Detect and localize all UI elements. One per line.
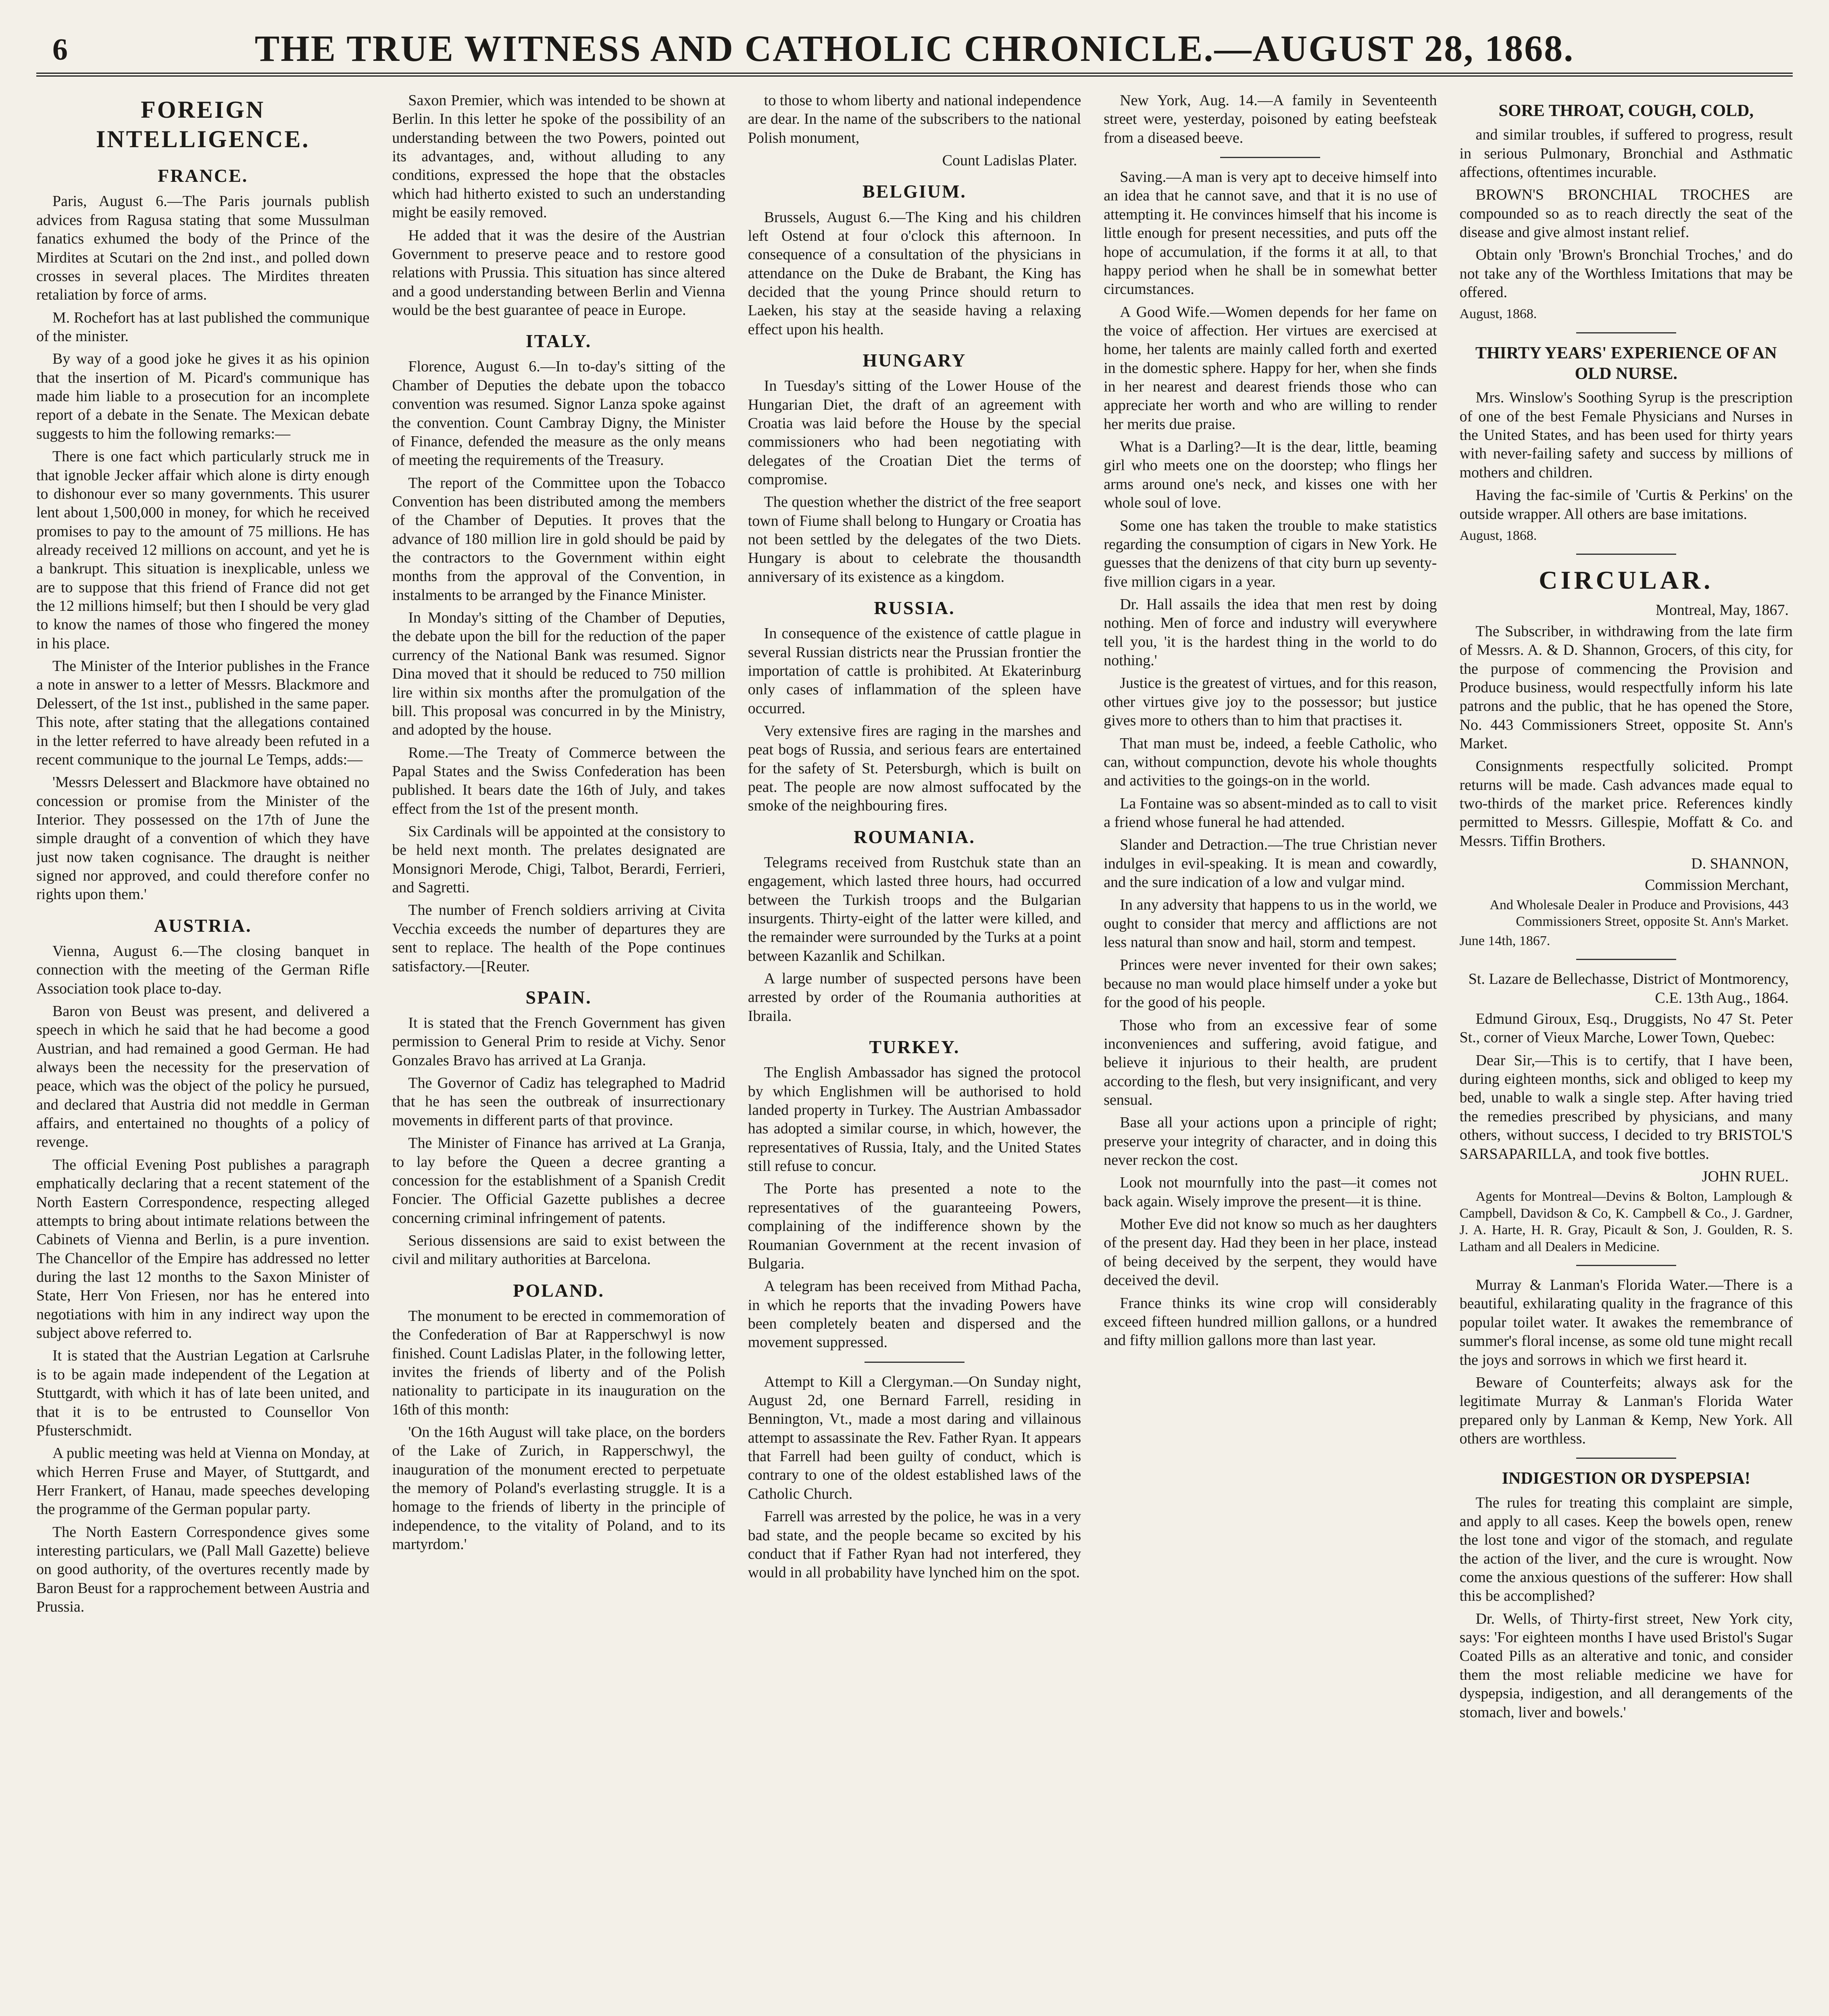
section-divider <box>1576 959 1676 960</box>
sore-throat-ad-paragraph: Obtain only 'Brown's Bronchial Troches,' and do not take any of the Worthless Imitations that may be offered. <box>1459 246 1793 301</box>
testimonial-paragraph: Dear Sir,—This is to certify, that I have been, during eighteen months, sick and obliged to keep my bed, unable to walk a single step. After having tried the remedies prescribed by physicians, and many others, without success, I decided to try BRISTOL'S SARSAPARILLA, and took five bottles. <box>1459 1052 1793 1162</box>
turkey-paragraph: A telegram has been received from Mithad Pacha, in which he reports that the invading Powers have been completely beaten and dispersed and the movement suppressed. <box>748 1278 1081 1351</box>
turkey-paragraph: The Porte has presented a note to the representatives of the guaranteeing Powers, complaining of the indifference shown by the Roumanian Government at the recent invasion of Bulgaria. <box>748 1180 1081 1272</box>
roumania-paragraph: Telegrams received from Rustchuk state than an engagement, which lasted three hours, had occurred between the Turkish troops and the Bulgarian insurgents. Thirty-eight of the latter were killed, and the remainder were surrounded by the Turks at a point between Kazanlik and Schilkan. <box>748 854 1081 964</box>
poland-paragraph: 'On the 16th August will take place, on the borders of the Lake of Zurich, in Rapperschwyl, the inauguration of the monument erected to perpetuate the memory of Poland's everlasting struggle. It is a homage to the friends of liberty in the principle of independence, to the vitality of Poland, and to its martyrdom.' <box>392 1423 725 1553</box>
testimonial-paragraph: Edmund Giroux, Esq., Druggists, No 47 St. Peter St., corner of Vieux Marche, Lower Town, Quebec: <box>1459 1010 1793 1046</box>
sore-throat-ad-paragraph: and similar troubles, if suffered to progress, result in serious Pulmonary, Bronchial and Asthmatic affections, oftentimes incurable. <box>1459 126 1793 181</box>
nurse-ad-paragraph: Mrs. Winslow's Soothing Syrup is the prescription of one of the best Female Physicians and Nurses in the United States, and has been used for thirty years with never-failing safety and success by millions of mothers and children. <box>1459 389 1793 481</box>
sore-throat-ad-paragraph: BROWN'S BRONCHIAL TROCHES are compounded so as to reach directly the seat of the disease and give almost instant relief. <box>1459 186 1793 241</box>
poland-paragraph: The monument to be erected in commemoration of the Confederation of Bar at Rapperschwyl is now finished. Count Ladislas Plater, in the following letter, invites the friends of liberty and of the Polish nationality to participate in its inauguration on the 16th of this month: <box>392 1307 725 1418</box>
new-york-paragraph: New York, Aug. 14.—A family in Seventeenth street were, yesterday, poisoned by eating beefsteak from a diseased beeve. <box>1104 92 1437 146</box>
florida-water-paragraph: Murray & Lanman's Florida Water.—There is a beautiful, exhilarating quality in the fragrance of this popular toilet water. It awakes the remembrance of summer's floral incense, as some old tune might recall the joys and sorrows in which we first heard it. <box>1459 1277 1793 1368</box>
italy-paragraph: Rome.—The Treaty of Commerce between the Papal States and the Swiss Confederation has been published. It bears date the 16th of July, and takes effect from the 1st of the present month. <box>392 744 725 817</box>
column-3 <box>748 91 1081 2016</box>
miscellany-paragraph: Those who from an excessive fear of some inconveniences and suffering, avoid fatigue, and believe it injurious to their health, are prudent according to the flesh, but very insignificant, and very sensual. <box>1104 1016 1437 1108</box>
miscellany-paragraph: Look not mournfully into the past—it comes not back again. Wisely improve the present—it is thine. <box>1104 1174 1437 1210</box>
spain-paragraph: It is stated that the French Government has given permission to General Prim to reside at Vichy. Senor Gonzales Bravo has arrived at La Granja. <box>392 1014 725 1069</box>
circular-signature-detail: And Wholesale Dealer in Produce and Provisions, 443 Commissioners Street, opposite St. Ann's Market. <box>1489 897 1789 929</box>
miscellany-paragraph: Mother Eve did not know so much as her daughters of the present day. Had they been in her place, instead of being deceived by the serpent, they would have deceived the devil. <box>1104 1216 1437 1289</box>
poland-signature: Count Ladislas Plater. <box>942 152 1077 169</box>
austria-paragraph: A public meeting was held at Vienna on Monday, at which Herren Fruse and Mayer, of Stuttgardt, and Herr Frankert, of Hanau, made speeches developing the programme of the German popular party. <box>36 1445 370 1518</box>
masthead <box>36 24 1793 77</box>
circular-date: June 14th, 1867. <box>1459 933 1550 948</box>
france-paragraph: 'Messrs Delessert and Blackmore have obtained no concession or promise from the Minister of the Interior. They possessed on the 17th of June the simple draught of a convention of which they have just now taken cognisance. The draught is neither signed nor approved, and could therefore confer no rights upon them.' <box>36 774 370 903</box>
nurse-ad-heading: THIRTY YEARS' EXPERIENCE OF AN OLD NURSE. <box>1475 344 1777 383</box>
nurse-ad-date: August, 1868. <box>1459 528 1537 543</box>
nurse-ad-paragraph: Having the fac-simile of 'Curtis & Perkins' on the outside wrapper. All others are base imitations. <box>1459 487 1793 523</box>
miscellany-paragraph: Saving.—A man is very apt to deceive himself into an idea that he cannot save, and that it is no use of attempting it. He convinces himself that his income is little enough for present necessities, and puts off the hope of accumulation, if the forms it at all, to that happy period when he shall be in somewhat better circumstances. <box>1104 169 1437 298</box>
miscellany-paragraph: Princes were never invented for their own sakes; because no man would place himself under a yoke but for the good of his people. <box>1104 956 1437 1011</box>
page-number: 6 <box>52 33 68 67</box>
austria-continued-paragraph: He added that it was the desire of the Austrian Government to preserve peace and to restore good relations with Prussia. This situation has since altered and a good understanding between Berlin and Vienna would be the best guarantee of peace in Europe. <box>392 227 725 319</box>
austria-heading: AUSTRIA. <box>154 915 252 936</box>
sore-throat-ad-date: August, 1868. <box>1459 306 1537 322</box>
section-divider <box>1220 157 1320 158</box>
france-heading: FRANCE. <box>158 165 248 186</box>
circular-heading: CIRCULAR. <box>1539 566 1714 595</box>
italy-paragraph: In Monday's sitting of the Chamber of Deputies, the debate upon the bill for the reduction of the paper currency of the National Bank was resumed. Signor Dina moved that it should be reduced to 750 million lire within six months after the promulgation of the bill. This proposal was concurred in by the Ministry, and adopted by the house. <box>392 609 725 739</box>
hungary-paragraph: The question whether the district of the free seaport town of Fiume shall belong to Hungary or Croatia has not been settled by the delegates of the two Diets. Hungary is about to celebrate the thousandth anniversary of its existence as a kingdom. <box>748 494 1081 585</box>
france-paragraph: There is one fact which particularly struck me in that ignoble Jecker affair which alone is dirty enough to dishonour ever so many governments. This usurer lent about 1,500,000 in money, for which he received promises to pay to the amount of 75 millions. He has already received 12 millions on account, and yet he is a bankrupt. This situation is inexplicable, unless we are to suppose that this friend of France did not get the 12 millions himself; but then I should be very glad to know the names of those who fingered the money in his place. <box>36 448 370 652</box>
austria-paragraph: Vienna, August 6.—The closing banquet in connection with the meeting of the German Rifle Association took place to-day. <box>36 942 370 997</box>
italy-paragraph: Six Cardinals will be appointed at the consistory to be held next month. The prelates designated are Monsignori Merode, Chigi, Talbot, Berardi, Ferrieri, and Sagretti. <box>392 823 725 896</box>
austria-continued-paragraph: Saxon Premier, which was intended to be shown at Berlin. In this letter he spoke of the possibility of an understanding between the two Powers, pointed out its advantages, and, without alluding to any conditions, expressed the hope that the obstacles which had hitherto existed to such an understanding might be easily removed. <box>392 92 725 221</box>
france-paragraph: By way of a good joke he gives it as his opinion that the insertion of M. Picard's communique has made him liable to a prosecution for an incomplete report of a debate in the Senate. The Mexican debate suggests to him the following remarks:— <box>36 350 370 442</box>
belgium-paragraph: Brussels, August 6.—The King and his children left Ostend at four o'clock this afternoon. In consequence of a consultation of the physicians in attendance on the Duke de Brabant, the King has decided that the young Prince should return to Laeken, his stay at the seaside having a relaxing effect upon his health. <box>748 208 1081 338</box>
column-2 <box>392 91 725 2016</box>
clergyman-paragraph: Attempt to Kill a Clergyman.—On Sunday night, August 2d, one Bernard Farrell, residing in Bennington, Vt., made a most daring and villainous attempt to assassinate the Rev. Father Ryan. It appears that Farrell had been guilty of conduct, which is contrary to one of the oldest established laws of the Catholic Church. <box>748 1373 1081 1502</box>
turkey-heading: TURKEY. <box>869 1037 960 1058</box>
spain-paragraph: The Governor of Cadiz has telegraphed to Madrid that he has seen the outbreak of insurrectionary movements in different parts of that province. <box>392 1075 725 1129</box>
france-paragraph: Paris, August 6.—The Paris journals publish advices from Ragusa stating that some Mussulman fanatics exhumed the body of the Prince of the Mirdites at Scutari on the 2nd inst., and polled down crosses in several places. The Mirdites threaten retaliation by force of arms. <box>36 193 370 304</box>
belgium-heading: BELGIUM. <box>862 181 967 202</box>
newspaper-title: THE TRUE WITNESS AND CATHOLIC CHRONICLE.—AUGUST 28, 1868. <box>254 28 1575 69</box>
italy-paragraph: The report of the Committee upon the Tobacco Convention has been distributed among the members of the Chamber of Deputies. It proves that the advance of 180 million lire in gold should be paid by the contractors to the Government within eight months from the approval of the Convention, in instalments to be arranged by the Finance Minister. <box>392 474 725 604</box>
poland-heading: POLAND. <box>513 1280 604 1301</box>
circular-signature: D. SHANNON, <box>1691 855 1789 873</box>
miscellany-paragraph: What is a Darling?—It is the dear, little, beaming girl who meets one on the doorstep; who flings her arms around one's neck, and kisses one with her whole soul of love. <box>1104 438 1437 512</box>
italy-paragraph: Florence, August 6.—In to-day's sitting of the Chamber of Deputies the debate upon the tobacco convention was resumed. Signor Lanza spoke against the convention. Count Cambray Digny, the Minister of Finance, defended the measure as the only means of meeting the requirements of the Treasury. <box>392 358 725 469</box>
circular-place-date: Montreal, May, 1867. <box>1656 602 1789 619</box>
miscellany-paragraph: Base all your actions upon a principle of right; preserve your integrity of character, and in doing this never reckon the cost. <box>1104 1114 1437 1169</box>
poland-closing-paragraph: to those to whom liberty and national independence are dear. In the name of the subscribers to the national Polish monument, <box>748 92 1081 146</box>
italy-heading: ITALY. <box>525 331 592 352</box>
testimonial-agents: Agents for Montreal—Devins & Bolton, Lamplough & Campbell, Davidson & Co, K. Campbell & Co., J. Gardner, J. A. Harte, H. R. Gray, Picault & Son, J. Goulden, R. S. Latham and all Dealers in Medicine. <box>1459 1189 1793 1254</box>
miscellany-paragraph: That man must be, indeed, a feeble Catholic, who can, without compunction, devote his whole thoughts and activities to the goings-on in the world. <box>1104 735 1437 789</box>
foreign-intelligence-heading: FOREIGN INTELLIGENCE. <box>96 96 310 153</box>
dyspepsia-paragraph: The rules for treating this complaint are simple, and apply to all cases. Keep the bowels open, renew the lost tone and vigor of the stomach, and regulate the action of the liver, and the cure is wrought. Now come the anxious questions of the sufferer: How shall this be accomplished? <box>1459 1494 1793 1605</box>
france-paragraph: M. Rochefort has at last published the communique of the minister. <box>36 309 370 345</box>
miscellany-paragraph: Some one has taken the trouble to make statistics regarding the consumption of cigars in New York. He guesses that the denizens of that city burn up seventy-five million cigars in a year. <box>1104 517 1437 590</box>
columns <box>36 91 1793 2016</box>
russia-heading: RUSSIA. <box>874 598 955 619</box>
testimonial-place: St. Lazare de Bellechasse, District of Montmorency, C.E. 13th Aug., 1864. <box>1468 971 1789 1006</box>
column-5 <box>1460 91 1793 2016</box>
column-1 <box>36 91 369 2016</box>
miscellany-paragraph: Justice is the greatest of virtues, and for this reason, other virtues give joy to the possessor; but justice gives more to others than to him that practises it. <box>1104 675 1437 729</box>
section-divider <box>1576 1458 1676 1459</box>
miscellany-paragraph: In any adversity that happens to us in the world, we ought to consider that mercy and afflictions are not less natural than snow and hail, storm and tempest. <box>1104 896 1437 951</box>
roumania-heading: ROUMANIA. <box>854 826 975 847</box>
italy-paragraph: The number of French soldiers arriving at Civita Vecchia exceeds the number of departures they are sent to replace. The health of the Pope continues satisfactory.—[Reuter. <box>392 902 725 975</box>
austria-paragraph: The North Eastern Correspondence gives some interesting particulars, we (Pall Mall Gazette) believe on good authority, of the overtures recently made by Baron Beust for a rapprochement between Austria and Prussia. <box>36 1523 370 1616</box>
miscellany-paragraph: Slander and Detraction.—The true Christian never indulges in evil-speaking. It is mean and cowardly, and the sure indication of a low and vulgar mind. <box>1104 836 1437 891</box>
miscellany-paragraph: Dr. Hall assails the idea that men rest by doing nothing. Men of force and industry will everywhere tell you, 'it is the hardest thing in the world to do nothing.' <box>1104 596 1437 669</box>
clergyman-paragraph: Farrell was arrested by the police, he was in a very bad state, and the people became so excited by his conduct that if Father Ryan had not interfered, they would in all probability have lynched him on the spot. <box>748 1508 1081 1581</box>
dyspepsia-paragraph: Dr. Wells, of Thirty-first street, New York city, says: 'For eighteen months I have used Bristol's Sugar Coated Pills as an alterative and tonic, and consider them the most reliable medicine we have for dyspepsia, indigestion, and all derangements of the stomach, liver and bowels.' <box>1459 1610 1793 1721</box>
circular-signature-title: Commission Merchant, <box>1645 876 1789 893</box>
section-divider <box>1576 1265 1676 1266</box>
circular-paragraph: Consignments respectfully solicited. Prompt returns will be made. Cash advances made equal to two-thirds of the market price. References kindly permitted to Messrs. Gillespie, Moffatt & Co. and Messrs. Tiffin Brothers. <box>1459 758 1793 850</box>
austria-paragraph: It is stated that the Austrian Legation at Carlsruhe is to be again made independent of the Legation at Stuttgardt, with which it has of late been united, and that it is to be entrusted to Counsellor Von Pfusterschmidt. <box>36 1347 370 1439</box>
dyspepsia-heading: INDIGESTION OR DYSPEPSIA! <box>1502 1469 1750 1488</box>
section-divider <box>1576 332 1676 333</box>
turkey-paragraph: The English Ambassador has signed the protocol by which Englishmen will be authorised to hold landed property in Turkey. The Austrian Ambassador has adopted a similar course, in which, however, the representatives of Russia, Italy, and the United States still refuse to concur. <box>748 1064 1081 1175</box>
circular-paragraph: The Subscriber, in withdrawing from the late firm of Messrs. A. & D. Shannon, Grocers, of this city, for the purpose of commencing the Provision and Produce business, would respectfully inform his late patrons and the public, that he has opened the Store, No. 443 Commissioners Street, opposite St. Ann's Market. <box>1459 623 1793 752</box>
spain-paragraph: The Minister of Finance has arrived at La Granja, to lay before the Queen a decree granting a concession for the establishment of a Spanish Credit Foncier. The Official Gazette publishes a decree concerning criminal infringement of patents. <box>392 1135 725 1227</box>
spain-paragraph: Serious dissensions are said to exist between the civil and military authorities at Barcelona. <box>392 1232 725 1268</box>
section-divider <box>1576 554 1676 555</box>
miscellany-paragraph: France thinks its wine crop will considerably exceed fifteen hundred million gallons, or a hundred and fifty million gallons more than last year. <box>1104 1294 1437 1349</box>
miscellany-paragraph: La Fontaine was so absent-minded as to call to visit a friend whose funeral he had attended. <box>1104 795 1437 831</box>
roumania-paragraph: A large number of suspected persons have been arrested by order of the Roumania authorities at Ibraila. <box>748 970 1081 1025</box>
florida-water-paragraph: Beware of Counterfeits; always ask for the legitimate Murray & Lanman's Florida Water prepared only by Lanman & Kemp, New York. All others are worthless. <box>1459 1374 1793 1447</box>
austria-paragraph: Baron von Beust was present, and delivered a speech in which he said that he had become a good Austrian, and had remained a good German. He had always been the necessity for the preservation of peace, which was the object of the policy he pursued, and declared that Austria did not meddle in German affairs, and entertained no thoughts of a policy of revenge. <box>36 1002 370 1151</box>
russia-paragraph: Very extensive fires are raging in the marshes and peat bogs of Russia, and serious fears are entertained for the safety of St. Petersburgh, which is built on peat. The people are now almost suffocated by the smoke of the neighbouring fires. <box>748 723 1081 814</box>
hungary-paragraph: In Tuesday's sitting of the Lower House of the Hungarian Diet, the draft of an agreement with Croatia was laid before the House by the special commissioners who had been negotiating with delegates of the Croatian Diet the terms of compromise. <box>748 377 1081 488</box>
russia-paragraph: In consequence of the existence of cattle plague in several Russian districts near the Prussian frontier the importation of cattle is prohibited. At Ekaterinburg only cases of inflammation of the spleen have occurred. <box>748 625 1081 717</box>
austria-paragraph: The official Evening Post publishes a paragraph emphatically declaring that a recent statement of the North Eastern Correspondence, respecting alleged attempts to bring about intimate relations between the Cabinets of Vienna and Berlin, is a pure invention. The Chancellor of the Empire has addressed no letter during the last 12 months to the Saxon Minister of State, Herr Von Friesen, nor has he entered into negotiations with him in any indirect way upon the subject above referred to. <box>36 1156 370 1342</box>
hungary-heading: HUNGARY <box>862 350 967 371</box>
miscellany-paragraph: A Good Wife.—Women depends for her fame on the voice of affection. Her virtues are exercised at home, her talents are mainly called forth and exerted in the domestic sphere. Happy for her, when she finds in her nearest and dearest friends those who can appreciate her worth and who are willing to render her merits due praise. <box>1104 303 1437 433</box>
section-divider <box>865 1362 964 1363</box>
testimonial-signature: JOHN RUEL. <box>1702 1168 1789 1185</box>
sore-throat-ad-heading: SORE THROAT, COUGH, COLD, <box>1498 102 1754 120</box>
spain-heading: SPAIN. <box>525 987 592 1008</box>
france-paragraph: The Minister of the Interior publishes in the France a note in answer to a letter of Messrs. Blackmore and Delessert, of the 1st inst., published in the same paper. This note, after stating that the allegations contained in the letter referred to have already been refuted in a recent communique to the journal Le Temps, adds:— <box>36 658 370 768</box>
column-4 <box>1104 91 1437 2016</box>
